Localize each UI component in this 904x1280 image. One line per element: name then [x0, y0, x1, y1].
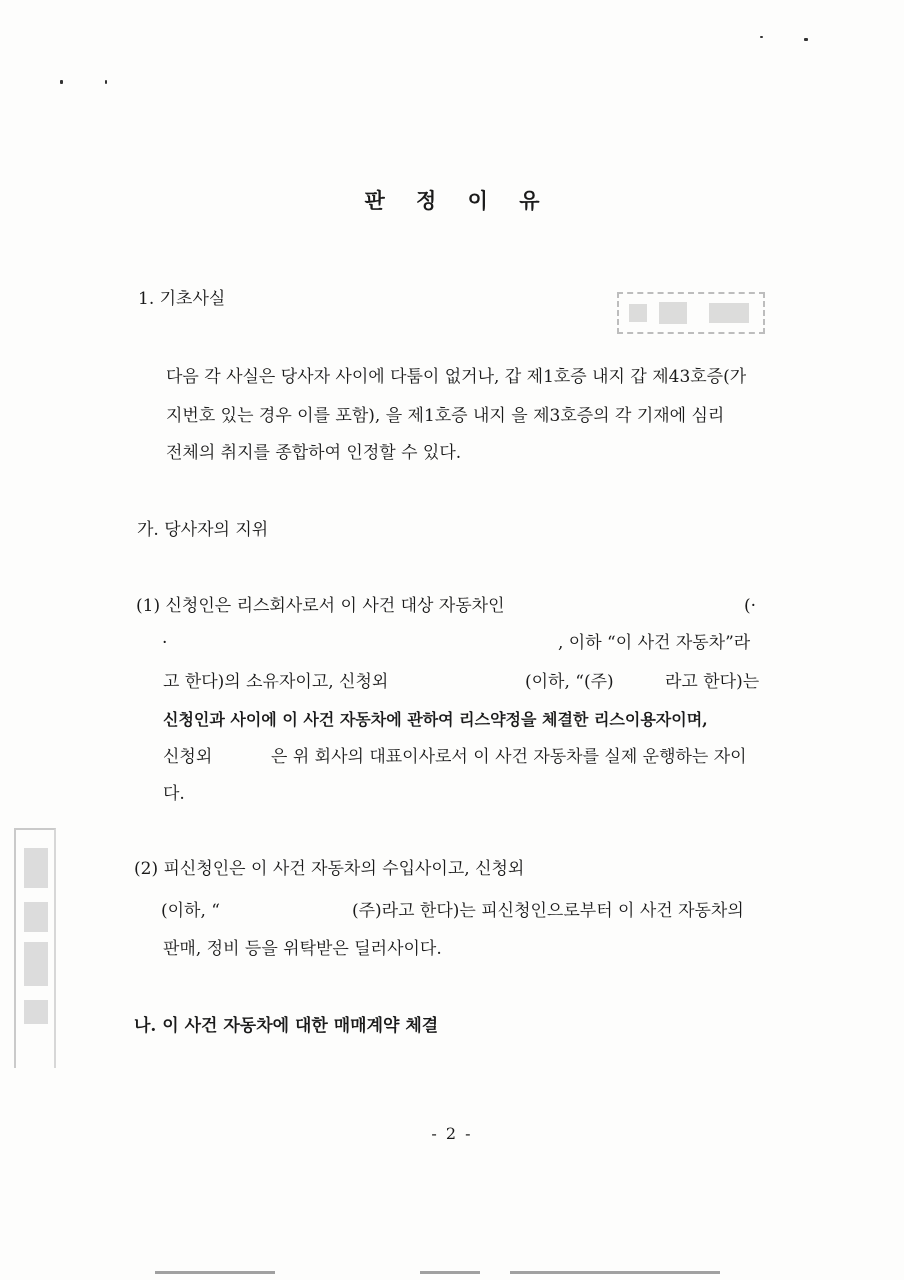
paragraph-fragment: 고 한다)의 소유자이고, 신청외: [163, 672, 389, 692]
subsection-heading-sale-contract: 나. 이 사건 자동차에 대한 매매계약 체결: [134, 1016, 439, 1036]
scan-speck: [105, 80, 107, 84]
paragraph-fragment: 신청외: [163, 747, 213, 767]
paragraph-fragment: (이하, “: [161, 901, 220, 921]
scan-speck: [60, 80, 63, 84]
subsection-heading-party-status: 가. 당사자의 지위: [137, 520, 269, 540]
scan-speck: [804, 38, 808, 41]
scan-edge-mark: [155, 1271, 275, 1274]
paragraph-fragment: 다.: [163, 784, 185, 804]
side-stamp-mark: [14, 828, 56, 1068]
paragraph-fragment: (이하, “(주): [525, 672, 614, 692]
paragraph-fragment: (·: [744, 596, 757, 616]
scan-edge-mark: [510, 1271, 720, 1274]
paragraph-line: (2) 피신청인은 이 사건 자동차의 수입사이고, 신청외: [134, 859, 525, 879]
scan-edge-mark: [420, 1271, 480, 1274]
paragraph-line: 판매, 정비 등을 위탁받은 딜러사이다.: [163, 939, 442, 959]
paragraph-fragment: (주)라고 한다)는 피신청인으로부터 이 사건 자동차의: [352, 901, 744, 921]
paragraph-line: (1) 신청인은 리스회사로서 이 사건 대상 자동차인: [136, 596, 505, 616]
stamp-mark: [617, 292, 765, 334]
page-number: - 2 -: [431, 1124, 473, 1143]
paragraph-fragment: 라고 한다)는: [665, 672, 760, 692]
paragraph-line: 다음 각 사실은 당사자 사이에 다툼이 없거나, 갑 제1호증 내지 갑 제43호증(가: [166, 367, 747, 387]
paragraph-fragment: , 이하 “이 사건 자동차”라: [558, 633, 751, 653]
paragraph-line: 지번호 있는 경우 이를 포함), 을 제1호증 내지 을 제3호증의 각 기재에 심리: [166, 406, 725, 426]
scan-speck: [760, 36, 763, 38]
paragraph-line: 전체의 취지를 종합하여 인정할 수 있다.: [166, 443, 462, 463]
paragraph-line: 신청인과 사이에 이 사건 자동차에 관하여 리스약정을 체결한 리스이용자이며,: [163, 710, 708, 729]
paragraph-fragment: ·: [162, 633, 168, 653]
paragraph-fragment: 은 위 회사의 대표이사로서 이 사건 자동차를 실제 운행하는 자이: [271, 747, 747, 767]
section-heading-basic-facts: 1. 기초사실: [138, 289, 226, 309]
page-title: 판 정 이 유: [364, 188, 552, 213]
